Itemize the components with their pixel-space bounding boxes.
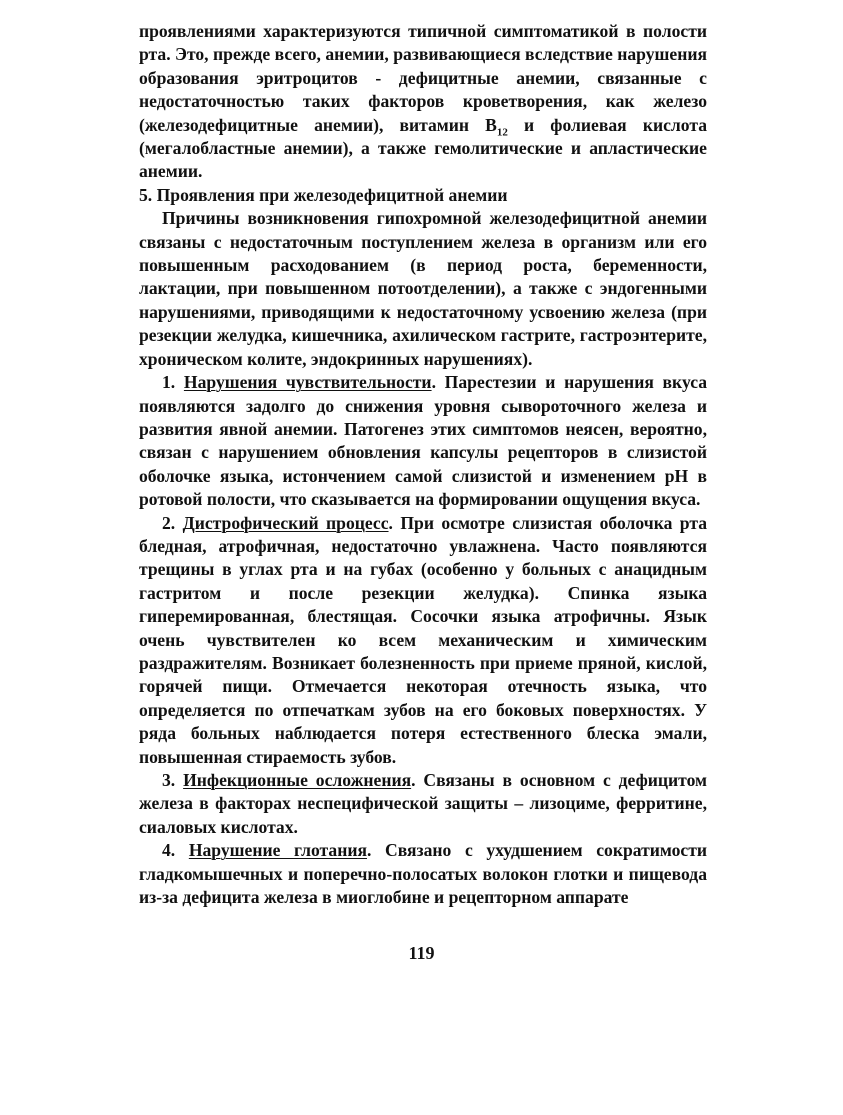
item-text: . При осмотре слизистая оболочка рта бледная, атрофичная, недостаточно увлажнена. Часто появляются трещины в углах рта и на губах (особенно у больных с анацидным гастритом и после резекции желудка). Спинка языка гиперемированная, блестящая. Сосочки языка атрофичны. Язык очень чувствителен ко всем механическим и химическим раздражителям. Возникает болезненность при приеме пряной, кислой, горячей пищи. Отмечается некоторая отечность языка, что определяется по отпечаткам зубов на его боковых поверхностях. У ряда больных наблюдается потеря естественного блеска эмали, повышенная стираемость зубов. [139,512,707,767]
item-title: Дистрофический процесс [182,512,389,533]
intro-text-part-2: и фолиевая кислота (мегалобластные анемии), а также гемолитические и апластические анемии. [139,114,707,182]
item-title: Инфекционные осложнения [183,770,412,790]
vitamin-b-subscript: 12 [496,126,508,139]
item-title: Нарушения чувствительности [183,372,432,393]
item-number: 3. [162,770,184,790]
list-item [139,512,707,769]
item-text: . Связано с ухудшением сократимости гладкомышечных и поперечно-полосатых волокон глотки и пищевода из-за дефицита железа в миоглобине и рецепторном аппарате [139,840,708,908]
item-text: . Связаны в основном с дефицитом железа в факторах неспецифической защиты – лизоциме, ферритине, сиаловых кислотах. [139,770,708,837]
page-body [139,20,707,909]
list-item [139,839,707,909]
item-number: 1. [162,372,184,393]
page-number: 119 [408,943,435,963]
list-item [139,371,707,511]
section-heading: 5. Проявления при железодефицитной анемии [139,184,508,205]
list-item [139,769,707,839]
item-number: 4. [162,840,189,861]
item-number: 2. [162,512,183,533]
item-title: Нарушение глотания [188,840,368,861]
intro-text-part-1: проявлениями характеризуются типичной симптоматикой в полости рта. Это, прежде всего, анемии, развивающиеся вследствие нарушения образования эритроцитов - дефицитные анемии, связанные с недостаточностью таких факторов кроветворения, как железо (железодефицитные анемии), витамин B [139,21,707,135]
intro-paragraph [139,20,707,184]
item-text: . Парестезии и нарушения вкуса появляются задолго до снижения уровня сывороточного железа и развития явной анемии. Патогенез этих симптомов неясен, вероятно, связан с нарушением обновления капсулы рецепторов в слизистой оболочке языка, истончением самой слизистой и изменением pH в ротовой полости, что сказывается на формировании ощущения вкуса. [139,372,708,510]
causes-paragraph: Причины возникновения гипохромной железодефицитной анемии связаны с недостаточным поступлением железа в организм или его повышенным расходованием (в период роста, беременности, лактации, при повышенном потоотделении), а также с эндогенными нарушениями, приводящими к недостаточному усвоению железа (при резекции желудка, кишечника, ахилическом гастрите, гастроэнтерите, хроническом колите, эндокринных нарушениях). [139,208,707,369]
